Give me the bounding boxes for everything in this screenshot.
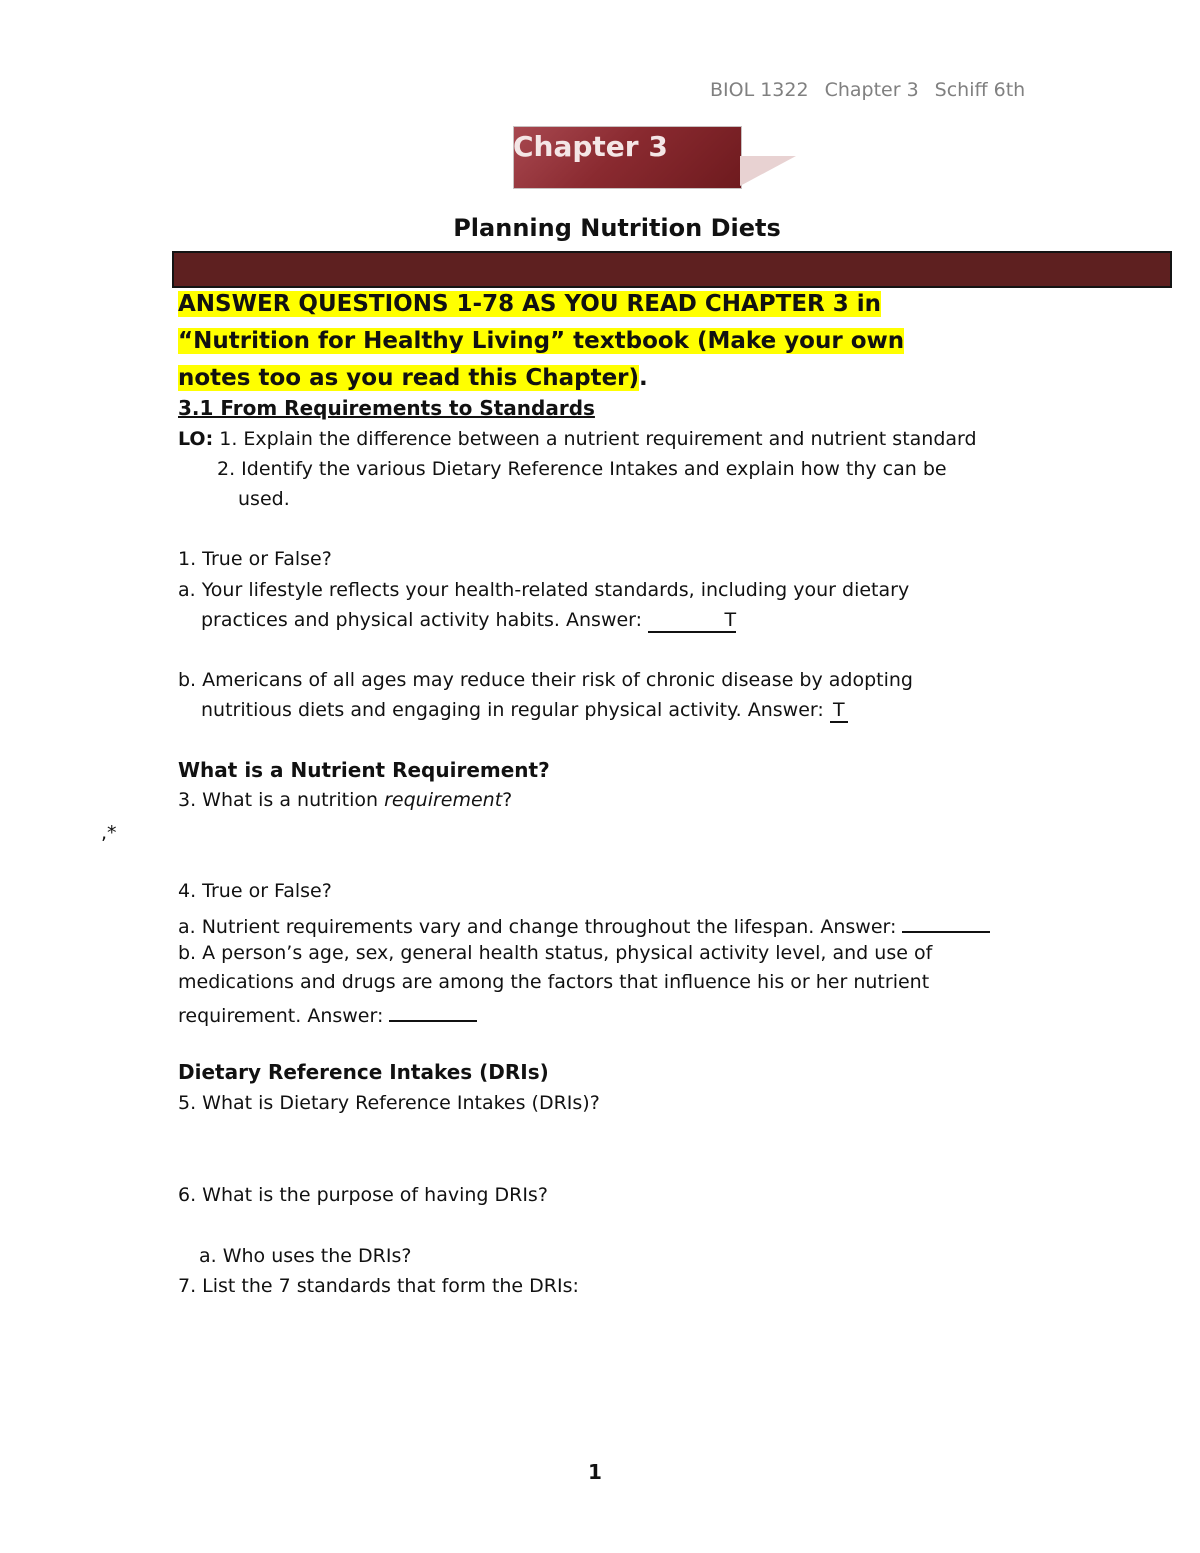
lo-item1-text: Explain the difference between a nutrient requirement and nutrient standard [243,428,977,450]
q3-prefix: 3. What is a nutrition [178,789,385,811]
q4-label: 4. True or False? [178,880,332,902]
q1-a-line2 [201,609,736,633]
lo-item-2-line1: 2. Identify the various Dietary Reference Intakes and explain how thy can be [217,458,947,480]
q4-a-answer-blank[interactable] [902,911,990,933]
page-title: Planning Nutrition Diets [453,214,781,242]
q1-label: 1. True or False? [178,548,332,570]
q4-b-text: requirement. Answer: [178,1005,390,1027]
header-chapter: Chapter 3 [824,79,919,101]
q6-text: 6. What is the purpose of having DRIs? [178,1184,548,1206]
q1-b-text: nutritious diets and engaging in regular physical activity. Answer: [201,699,830,721]
chapter-banner-tail [740,156,796,186]
lo-item-2-line2: used. [238,488,290,510]
q4-a [178,911,990,938]
page-number: 1 [588,1460,602,1484]
q1-b-line1: b. Americans of all ages may reduce their risk of chronic disease by adopting [178,669,913,691]
chapter-label: Chapter 3 [513,130,668,163]
section-heading: 3.1 From Requirements to Standards [178,396,595,420]
page-header [710,79,1025,101]
instruction-highlight: ANSWER QUESTIONS 1-78 AS YOU READ CHAPTER 3 in “Nutrition for Healthy Living” textbook (Make your own notes too as you read this Chapter) [178,291,905,391]
q3-italic: requirement [384,789,503,811]
q1-a-answer-blank[interactable] [648,609,736,633]
margin-mark: ,* [101,822,117,844]
q3-text [178,789,512,811]
subheading-dri: Dietary Reference Intakes (DRIs) [178,1060,549,1084]
q4-b-answer-blank[interactable] [389,1000,477,1022]
q1-a-answer: T [724,609,737,631]
q1-a-text: practices and physical activity habits. Answer: [201,609,649,631]
q3-suffix: ? [502,789,513,811]
header-course: BIOL 1322 [710,79,809,101]
q1-b-answer-blank[interactable] [830,699,848,723]
lo-label: LO: [178,428,214,450]
subheading-requirement: What is a Nutrient Requirement? [178,758,550,782]
lo-item-1 [178,428,977,450]
q5-text: 5. What is Dietary Reference Intakes (DRIs)? [178,1092,600,1114]
q1-b-answer: T [833,699,845,721]
q1-b-line2 [201,699,848,723]
q4-b-line2: medications and drugs are among the factors that influence his or her nutrient [178,971,930,993]
q1-a-line1: a. Your lifestyle reflects your health-related standards, including your dietary [178,579,910,601]
q7-text: 7. List the 7 standards that form the DRIs: [178,1275,579,1297]
title-divider-bar [172,251,1172,288]
header-book: Schiff 6th [934,79,1026,101]
q4-b-line1: b. A person’s age, sex, general health status, physical activity level, and use of [178,942,933,964]
q4-a-text: a. Nutrient requirements vary and change throughout the lifespan. Answer: [178,916,903,938]
q4-b-line3 [178,1000,477,1027]
instruction-end: . [639,365,648,391]
q6a-text: a. Who uses the DRIs? [199,1245,412,1267]
instruction-block [178,286,978,397]
lo-item1-num: 1. [219,428,238,450]
